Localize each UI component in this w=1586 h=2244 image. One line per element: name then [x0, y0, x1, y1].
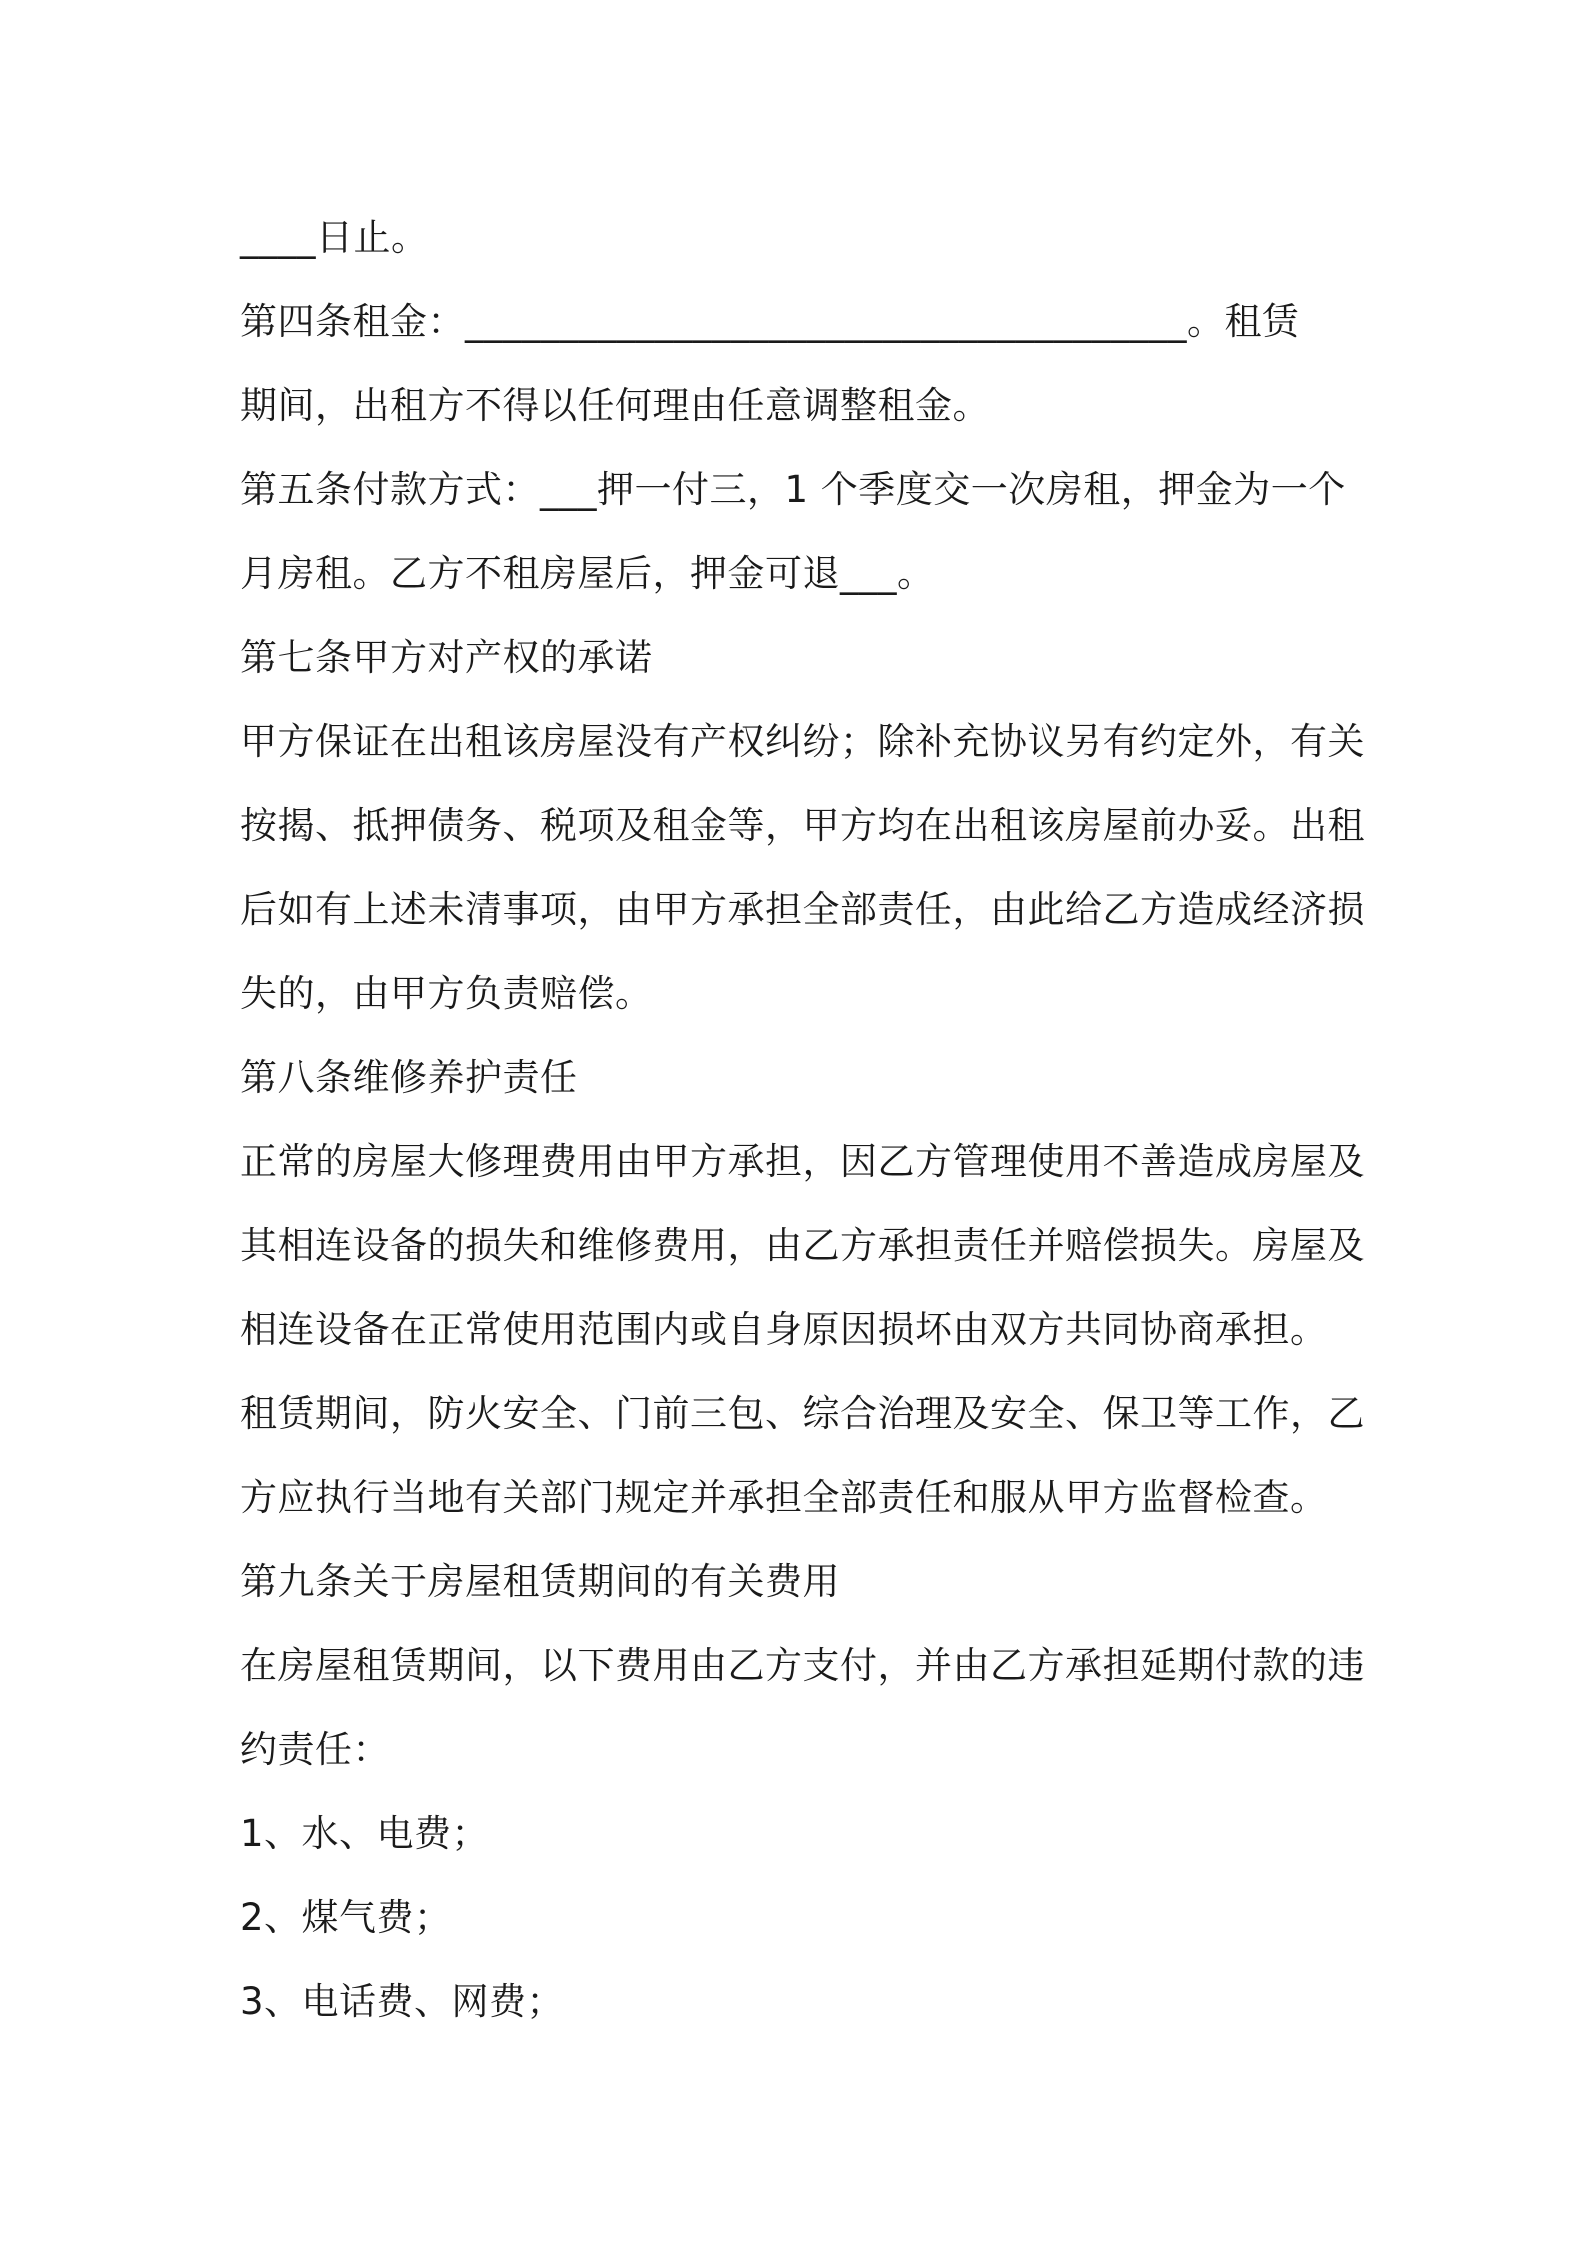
article-5-payment: 第五条付款方式：___押一付三，1 个季度交一次房租，押金为一个 [240, 468, 1346, 511]
text-line-15: 租赁期间，防火安全、门前三包、综合治理及安全、保卫等工作，乙 [240, 1392, 1365, 1435]
text-line-16: 方应执行当地有关部门规定并承担全部责任和服从甲方监督检查。 [240, 1476, 1328, 1519]
list-item-1: 1、水、电费； [240, 1812, 490, 1855]
document-body [240, 196, 1365, 2044]
list-item-2: 2、煤气费； [240, 1896, 452, 1939]
text-line-19: 约责任： [240, 1728, 390, 1771]
article-4-rent: 第四条租金：______________________________________。租赁 [240, 300, 1300, 343]
text-line-13: 其相连设备的损失和维修费用，由乙方承担责任并赔偿损失。房屋及 [240, 1224, 1365, 1267]
text-line-12: 正常的房屋大修理费用由甲方承担，因乙方管理使用不善造成房屋及 [240, 1140, 1365, 1183]
text-line-3: 期间，出租方不得以任何理由任意调整租金。 [240, 384, 990, 427]
article-7-heading: 第七条甲方对产权的承诺 [240, 636, 653, 679]
text-line-14: 相连设备在正常使用范围内或自身原因损坏由双方共同协商承担。 [240, 1308, 1328, 1351]
article-9-heading: 第九条关于房屋租赁期间的有关费用 [240, 1560, 840, 1603]
text-line-10: 失的，由甲方负责赔偿。 [240, 972, 653, 1015]
article-8-heading: 第八条维修养护责任 [240, 1056, 578, 1099]
text-line-9: 后如有上述未清事项，由甲方承担全部责任，由此给乙方造成经济损 [240, 888, 1365, 931]
text-line-18: 在房屋租赁期间，以下费用由乙方支付，并由乙方承担延期付款的违 [240, 1644, 1365, 1687]
list-item-3: 3、电话费、网费； [240, 1980, 565, 2023]
text-line-7: 甲方保证在出租该房屋没有产权纠纷；除补充协议另有约定外，有关 [240, 720, 1365, 763]
text-line-1: ____日止。 [240, 216, 429, 259]
text-line-5: 月房租。乙方不租房屋后，押金可退___。 [240, 552, 935, 595]
text-line-8: 按揭、抵押债务、税项及租金等，甲方均在出租该房屋前办妥。出租 [240, 804, 1365, 847]
